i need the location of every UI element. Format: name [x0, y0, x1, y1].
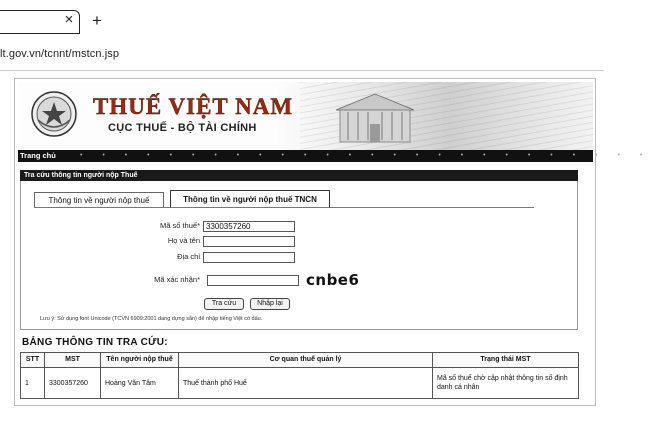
row-stt: 1	[21, 368, 45, 399]
nav-home-link[interactable]: Trang chủ	[20, 151, 56, 160]
divider	[0, 70, 604, 71]
row-mst: 3300357260	[45, 368, 101, 399]
row-tax-agency: Thuế thành phố Huế	[179, 368, 433, 399]
tab-divider	[34, 207, 534, 208]
results-title: BẢNG THÔNG TIN TRA CỨU:	[22, 337, 168, 348]
close-tab-icon[interactable]: ×	[64, 11, 74, 28]
unicode-note: Lưu ý: Sử dụng font Unicode (TCVN 6909:2001 dang dựng sẵn) để nhập tiếng Việt có dấu.	[40, 316, 263, 322]
search-panel-title: Tra cứu thông tin người nộp Thuế	[24, 172, 138, 179]
tax-code-label: Mã số thuế*	[159, 221, 200, 230]
building-illustration-icon	[330, 88, 420, 146]
address-label: Địa chỉ	[177, 252, 200, 261]
captcha-label: Mã xác nhận*	[154, 275, 200, 284]
column-header: STT	[21, 353, 45, 368]
national-emblem-icon	[30, 90, 78, 138]
table-row[interactable]	[21, 368, 579, 399]
column-header: Tên người nộp thuế	[101, 353, 179, 368]
address-bar[interactable]: lt.gov.vn/tcnnt/mstcn.jsp	[0, 48, 120, 60]
brand-subtitle: CỤC THUẾ - BỘ TÀI CHÍNH	[108, 122, 257, 134]
brand-title: THUẾ VIỆT NAM	[93, 94, 294, 119]
full-name-label: Họ và tên	[167, 236, 200, 245]
captcha-input[interactable]	[207, 275, 299, 286]
column-header: Cơ quan thuế quản lý	[179, 353, 433, 368]
column-header: MST	[45, 353, 101, 368]
nav-separators: • • • • • • • • • • • • • • • • • • • • • • • • • •	[80, 152, 651, 159]
row-taxpayer-name: Hoàng Văn Tâm	[101, 368, 179, 399]
results-table	[20, 352, 579, 399]
tab-taxpayer-info[interactable]: Thông tin về người nộp thuế	[34, 192, 164, 208]
tab-personal-income-taxpayer-info[interactable]: Thông tin về người nộp thuế TNCN	[170, 190, 330, 208]
reset-button[interactable]: Nhập lại	[250, 298, 290, 310]
captcha-image: cnbe6	[306, 271, 360, 289]
table-header-row	[21, 353, 579, 368]
new-tab-icon[interactable]: +	[92, 11, 102, 30]
tax-code-input[interactable]	[203, 221, 295, 232]
row-mst-status: Mã số thuế chờ cập nhật thông tin số định danh cá nhân	[433, 368, 579, 399]
search-button[interactable]: Tra cứu	[204, 298, 244, 310]
column-header: Trạng thái MST	[433, 353, 579, 368]
full-name-input[interactable]	[203, 236, 295, 247]
address-input[interactable]	[203, 252, 295, 263]
